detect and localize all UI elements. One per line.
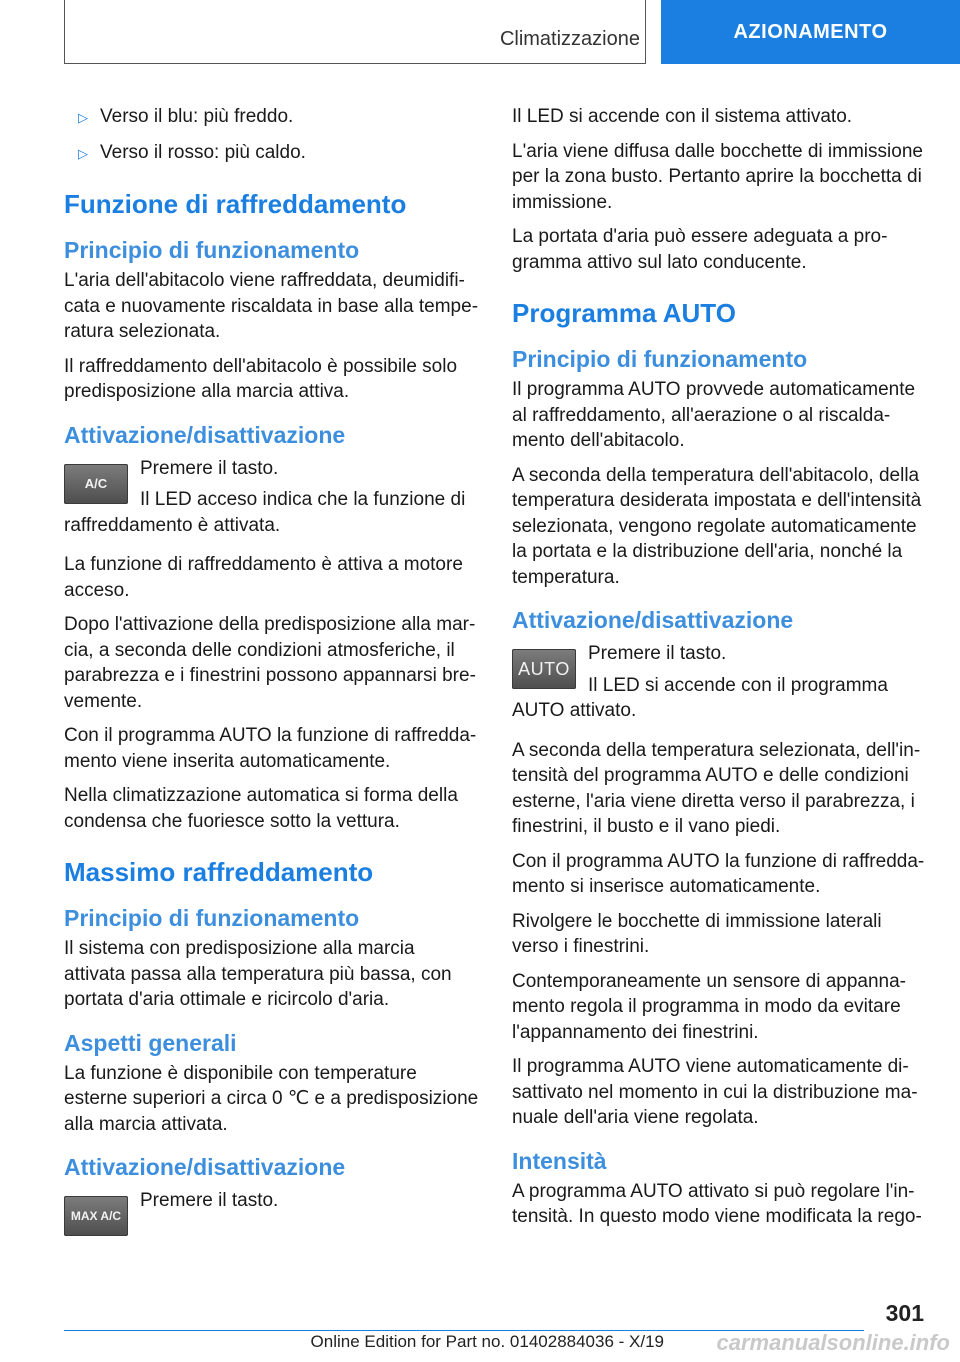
subheading-principle: Principio di funzionamento	[512, 346, 808, 372]
bullet-item	[64, 140, 480, 167]
auto-button-block	[512, 641, 928, 730]
heading-cooling-function: Funzione di raffreddamento	[64, 189, 407, 219]
subheading-principle: Principio di funzionamento	[64, 905, 360, 931]
paragraph: Il sistema con predisposizione alla marcia attivata passa alla temperatura più bassa, con portata d'aria ottimale e ricircolo d'aria.	[64, 938, 452, 1010]
right-column	[512, 104, 928, 1239]
paragraph: Con il programma AUTO la funzione di raffreddamento si inserisce automaticamente.	[512, 850, 925, 897]
header-chapter-tab	[661, 0, 960, 64]
header-section-title: Climatizzazione	[499, 28, 640, 50]
paragraph: L'aria viene diffusa dalle bocchette di immissione per la zona busto. Pertanto aprire la bocchetta di immissione.	[512, 140, 923, 213]
paragraph: Premere il tasto.	[140, 457, 279, 479]
paragraph: Premere il tasto.	[588, 643, 727, 664]
bullet-text: Verso il blu: più freddo.	[100, 106, 294, 127]
max-ac-button-block	[64, 1188, 480, 1242]
heading-max-cooling: Massimo raffreddamento	[64, 857, 374, 887]
subheading-activation: Attivazione/disattivazione	[64, 421, 346, 448]
left-column	[64, 104, 480, 1242]
paragraph: Contemporaneamente un sensore di appannamento regola il programma in modo da evitare l'appannamento dei finestrini.	[512, 970, 906, 1043]
triangle-bullet-icon: ▷	[78, 145, 88, 161]
paragraph: A seconda della temperatura selezionata, dell'intensità del programma AUTO e delle condizioni esterne, l'aria viene diretta verso il parabrezza, i finestrini, il busto e il vano piedi.	[512, 739, 921, 837]
paragraph: La funzione è disponibile con temperature esterne superiori a circa 0 ℃ e a predisposizione alla marcia attivata.	[64, 1062, 479, 1135]
subheading-activation: Attivazione/disattivazione	[512, 607, 794, 633]
paragraph: Il raffreddamento dell'abitacolo è possibile solo predisposizione alla marcia attiva.	[64, 355, 458, 402]
bullet-item	[64, 104, 480, 131]
paragraph: Dopo l'attivazione della predisposizione alla marcia, a seconda delle condizioni atmosferiche, il parabrezza e i finestrini possono appannarsi brevemente.	[64, 614, 476, 712]
watermark-logo: carmanualsonline.info	[716, 1330, 950, 1355]
footer-edition-text: Online Edition for Part no. 01402884036 - X/19	[310, 1332, 664, 1351]
paragraph: L'aria dell'abitacolo viene raffreddata, deumidificata e nuovamente riscaldata in base alla temperatura selezionata.	[64, 270, 479, 342]
paragraph: A programma AUTO attivato si può regolare l'intensità. In questo modo viene modificata la rego-	[512, 1180, 922, 1227]
paragraph: Il LED acceso indica che la funzione di raffreddamento è attivata.	[64, 489, 466, 536]
bullet-text: Verso il rosso: più caldo.	[100, 141, 306, 163]
paragraph: La funzione di raffreddamento è attiva a motore acceso.	[64, 554, 463, 601]
paragraph: Il LED si accende con il programma AUTO attivato.	[512, 674, 888, 721]
ac-button-icon	[64, 464, 128, 504]
paragraph: Con il programma AUTO la funzione di raffreddamento viene inserita automaticamente.	[64, 725, 477, 772]
paragraph: Nella climatizzazione automatica si forma della condensa che fuoriesce sotto la vettura.	[64, 785, 458, 832]
paragraph: La portata d'aria può essere adeguata a programma attivo sul lato conducente.	[512, 226, 888, 273]
triangle-bullet-icon: ▷	[78, 110, 88, 125]
header-chapter-label: AZIONAMENTO	[733, 20, 888, 43]
subheading-activation: Attivazione/disattivazione	[64, 1154, 346, 1180]
ac-button-label: A/C	[84, 476, 108, 491]
page-number: 301	[885, 1300, 924, 1326]
max-ac-button-icon	[64, 1196, 128, 1236]
max-ac-button-label: MAX A/C	[70, 1209, 122, 1223]
subheading-intensity: Intensità	[512, 1147, 607, 1174]
ac-button-block	[64, 456, 480, 545]
heading-auto-program: Programma AUTO	[512, 298, 736, 328]
paragraph: Rivolgere le bocchette di immissione laterali verso i finestrini.	[512, 910, 882, 957]
subheading-general: Aspetti generali	[64, 1029, 237, 1056]
paragraph: A seconda della temperatura dell'abitacolo, della temperatura desiderata impostata e dell'intensità selezionata, vengono regolate automaticamente la portata e la distribuzione dell'aria, nonché la temperatura.	[512, 464, 922, 588]
paragraph: Il programma AUTO viene automaticamente disattivato nel momento in cui la distribuzione manuale dell'aria viene regolata.	[512, 1056, 918, 1128]
paragraph: Premere il tasto.	[140, 1190, 279, 1211]
auto-button-label: AUTO	[518, 658, 570, 679]
paragraph: Il LED si accende con il sistema attivato.	[512, 106, 853, 127]
auto-button-icon	[512, 649, 576, 689]
subheading-principle: Principio di funzionamento	[64, 237, 360, 263]
paragraph: Il programma AUTO provvede automaticamente al raffreddamento, all'aerazione o al riscaldamento dell'abitacolo.	[512, 379, 916, 451]
